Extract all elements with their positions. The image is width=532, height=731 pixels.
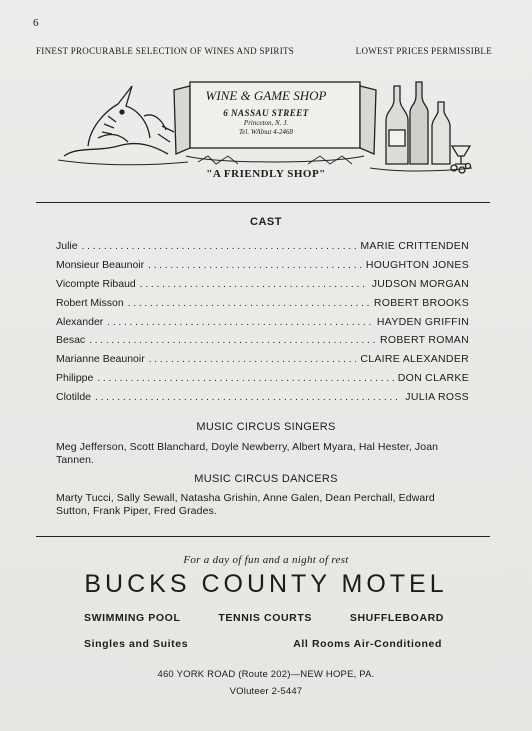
motel-amenities-primary bbox=[84, 612, 444, 624]
singers-names: Meg Jefferson, Scott Blanchard, Doyle Newberry, Albert Myara, Hal Hester, Joan Tannen. bbox=[56, 441, 439, 466]
motel-amenities-secondary bbox=[84, 638, 442, 650]
dot-leader bbox=[82, 241, 357, 252]
cast-row bbox=[56, 297, 469, 316]
cast-role: Marianne Beaunoir bbox=[56, 353, 145, 366]
cast-row bbox=[56, 334, 469, 353]
cast-row bbox=[56, 240, 469, 259]
cast-role: Vicompte Ribaud bbox=[56, 277, 136, 290]
amenity-air-conditioned: All Rooms Air-Conditioned bbox=[293, 638, 442, 650]
motel-address: 460 YORK ROAD (Route 202)—NEW HOPE, PA. bbox=[157, 669, 375, 680]
shop-street: 6 NASSAU STREET bbox=[223, 108, 309, 118]
cast-row bbox=[56, 259, 469, 278]
amenity-swimming-pool: SWIMMING POOL bbox=[84, 612, 181, 624]
cast-row bbox=[56, 372, 469, 391]
cast-actor: JUDSON MORGAN bbox=[371, 277, 469, 290]
wine-shop-tagline-right: LOWEST PRICES PERMISSIBLE bbox=[355, 46, 492, 56]
wine-shop-tagline-left: FINEST PROCURABLE SELECTION OF WINES AND SPIRITS bbox=[36, 46, 295, 56]
dot-leader bbox=[148, 260, 362, 271]
amenity-shuffleboard: SHUFFLEBOARD bbox=[349, 612, 444, 624]
cast-row bbox=[56, 278, 469, 297]
shop-slogan: "A FRIENDLY SHOP" bbox=[206, 168, 326, 180]
wine-shop-tagline bbox=[36, 46, 492, 56]
dot-leader bbox=[128, 298, 370, 309]
dancers-heading: MUSIC CIRCUS DANCERS bbox=[194, 473, 338, 485]
cast-list bbox=[56, 240, 469, 410]
cast-heading: CAST bbox=[250, 216, 282, 228]
cast-actor: CLAIRE ALEXANDER bbox=[360, 353, 469, 366]
cast-actor: DON CLARKE bbox=[397, 372, 469, 385]
motel-name: BUCKS COUNTY MOTEL bbox=[84, 570, 448, 598]
cast-role: Philippe bbox=[56, 372, 94, 385]
cast-role: Monsieur Beaunoir bbox=[56, 258, 145, 271]
shop-sign bbox=[196, 84, 336, 136]
cast-role: Clotilde bbox=[56, 391, 92, 404]
cast-actor: HAYDEN GRIFFIN bbox=[376, 315, 469, 328]
wine-bottles-icon bbox=[370, 82, 472, 173]
shop-phone: Tel. WAlnut 4-2468 bbox=[239, 128, 293, 136]
motel-phone: VOluteer 2-5447 bbox=[229, 686, 303, 697]
divider-bottom bbox=[36, 536, 490, 537]
cast-actor: ROBERT BROOKS bbox=[373, 296, 469, 309]
cast-row bbox=[56, 391, 469, 410]
page-number: 6 bbox=[33, 17, 39, 29]
shop-name: WINE & GAME SHOP bbox=[205, 88, 327, 103]
dot-leader bbox=[107, 317, 373, 328]
cast-actor: HOUGHTON JONES bbox=[365, 258, 469, 271]
cast-role: Julie bbox=[56, 240, 78, 252]
shop-city: Princeton, N. J. bbox=[243, 119, 289, 127]
cast-row bbox=[56, 316, 469, 335]
dot-leader bbox=[95, 392, 401, 403]
divider-top bbox=[36, 202, 490, 203]
dot-leader bbox=[89, 335, 376, 346]
dancers-names: Marty Tucci, Sally Sewall, Natasha Grishin, Anne Galen, Dean Perchall, Edward Sutton, Frank Piper, Fred Grades. bbox=[56, 492, 435, 517]
cast-role: Robert Misson bbox=[56, 296, 124, 309]
dot-leader bbox=[149, 354, 357, 365]
cast-role: Alexander bbox=[56, 315, 104, 328]
game-bird-icon bbox=[58, 86, 188, 165]
cast-actor: ROBERT ROMAN bbox=[380, 334, 469, 347]
dot-leader bbox=[140, 279, 368, 290]
amenity-singles-suites: Singles and Suites bbox=[84, 638, 189, 650]
dot-leader bbox=[97, 373, 393, 384]
cast-row bbox=[56, 353, 469, 372]
cast-actor: MARIE CRITTENDEN bbox=[360, 240, 469, 252]
singers-heading: MUSIC CIRCUS SINGERS bbox=[196, 421, 336, 433]
motel-tagline: For a day of fun and a night of rest bbox=[183, 554, 349, 566]
cast-role: Besac bbox=[56, 334, 86, 347]
cast-actor: JULIA ROSS bbox=[405, 391, 469, 404]
amenity-tennis-courts: TENNIS COURTS bbox=[218, 612, 312, 624]
